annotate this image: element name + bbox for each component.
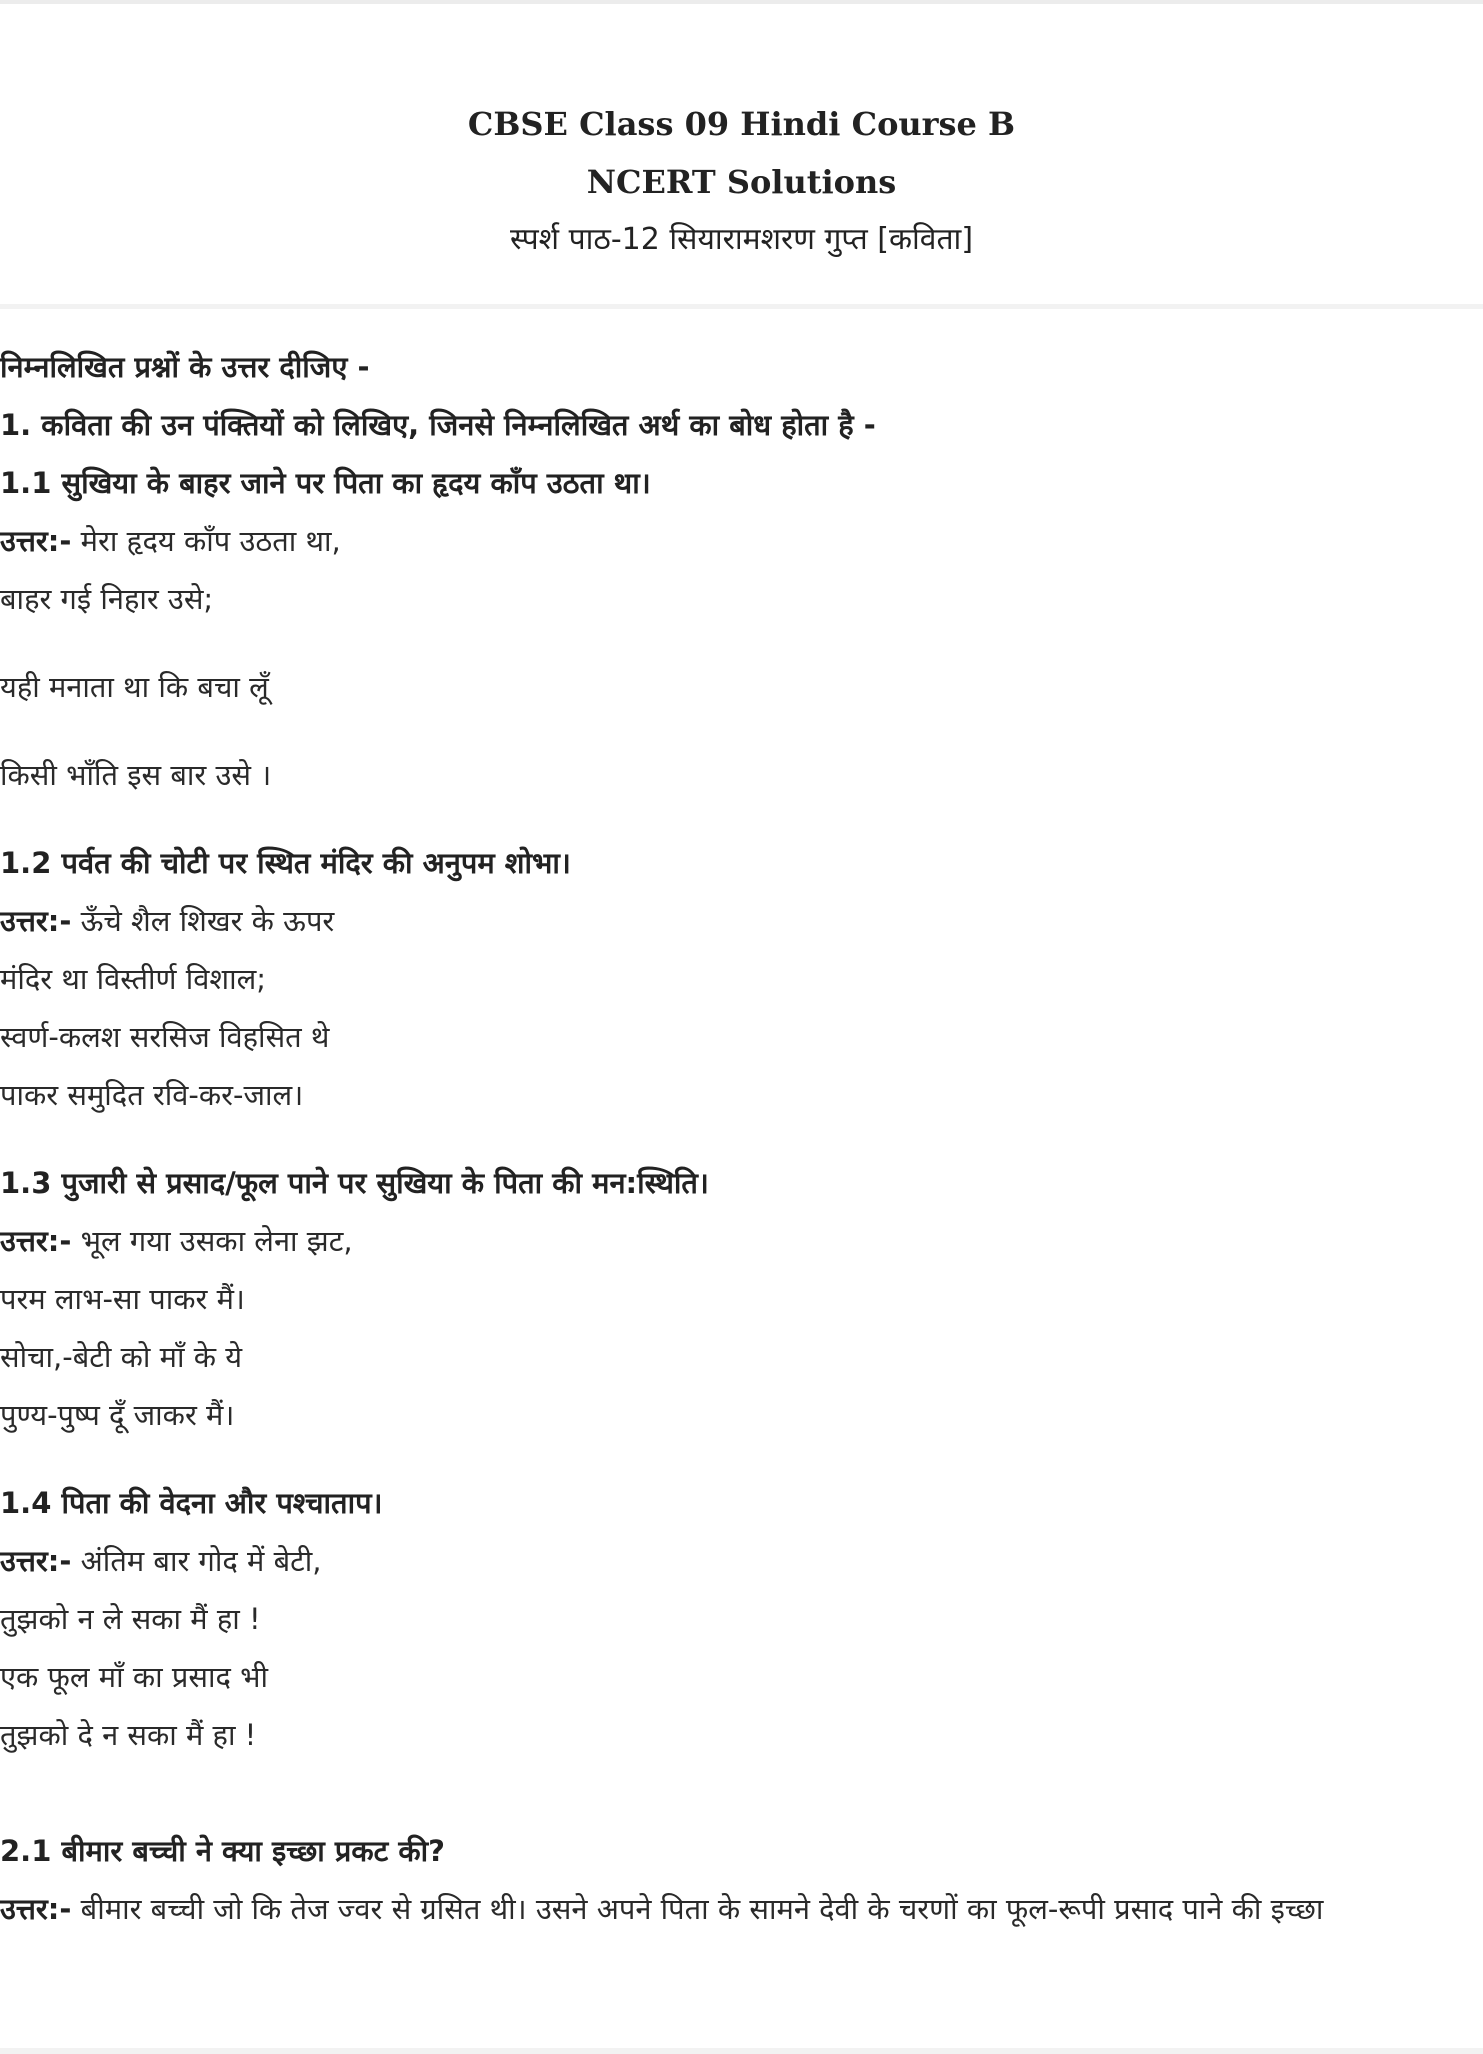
answer-text: बीमार बच्ची जो कि तेज ज्वर से ग्रसित थी। उसने अपने पिता के सामने देवी के चरणों का फूल-रूपी प्रसाद पाने की इच्छा (71, 1892, 1324, 1926)
answer-line: स्वर्ण-कलश सरसिज विहसित थे (0, 1020, 330, 1054)
question-1-2: 1.2 पर्वत की चोटी पर स्थित मंदिर की अनुपम शोभा। (0, 846, 571, 880)
answer-line: किसी भाँति इस बार उसे । (0, 758, 272, 792)
question-1: 1. कविता की उन पंक्तियों को लिखिए, जिनसे निम्नलिखित अर्थ का बोध होता है - (0, 408, 876, 442)
header-divider (0, 304, 1483, 309)
answer-text: भूल गया उसका लेना झट, (71, 1224, 353, 1258)
answer-line: बाहर गई निहार उसे; (0, 582, 214, 616)
answer-line: पाकर समुदित रवि-कर-जाल। (0, 1078, 304, 1112)
answer-label: उत्तर:- (0, 524, 72, 558)
document-title: CBSE Class 09 Hindi Course B (467, 105, 1016, 143)
answer-line (0, 1532, 1483, 1590)
document-body (0, 338, 1483, 1938)
bottom-rule (0, 2048, 1483, 2054)
answer-line: परम लाभ-सा पाकर मैं। (0, 1282, 245, 1316)
document-subtitle: NCERT Solutions (586, 163, 897, 201)
answer-line (0, 892, 1483, 950)
answer-label: उत्तर:- (0, 1544, 72, 1578)
answer-line: तुझको न ले सका मैं हा ! (0, 1602, 261, 1636)
page-header (0, 95, 1483, 269)
answer-line (0, 512, 1483, 570)
answer-line (0, 1880, 1483, 1938)
question-1-3: 1.3 पुजारी से प्रसाद/फूल पाने पर सुखिया के पिता की मन:स्थिति। (0, 1166, 709, 1200)
answer-line: पुण्य-पुष्प दूँ जाकर मैं। (0, 1398, 235, 1432)
answer-line (0, 1212, 1483, 1270)
answer-label: उत्तर:- (0, 1224, 72, 1258)
chapter-title: स्पर्श पाठ-12 सियारामशरण गुप्त [कविता] (509, 222, 974, 257)
question-1-1: 1.1 सुखिया के बाहर जाने पर पिता का हृदय काँप उठता था। (0, 466, 651, 500)
instruction-heading: निम्नलिखित प्रश्नों के उत्तर दीजिए - (0, 350, 370, 384)
question-2-1: 2.1 बीमार बच्ची ने क्या इच्छा प्रकट की? (0, 1834, 445, 1868)
answer-line: तुझको दे न सका मैं हा ! (0, 1718, 257, 1752)
question-1-4: 1.4 पिता की वेदना और पश्चाताप। (0, 1486, 383, 1520)
top-rule (0, 0, 1483, 4)
answer-text: मेरा हृदय काँप उठता था, (71, 524, 341, 558)
answer-label: उत्तर:- (0, 904, 72, 938)
answer-line: सोचा,-बेटी को माँ के ये (0, 1340, 243, 1374)
answer-line: मंदिर था विस्तीर्ण विशाल; (0, 962, 267, 996)
answer-line: यही मनाता था कि बचा लूँ (0, 670, 269, 704)
answer-label: उत्तर:- (0, 1892, 72, 1926)
answer-line: एक फूल माँ का प्रसाद भी (0, 1660, 268, 1694)
answer-text: ऊँचे शैल शिखर के ऊपर (71, 904, 335, 938)
answer-text: अंतिम बार गोद में बेटी, (71, 1544, 322, 1578)
